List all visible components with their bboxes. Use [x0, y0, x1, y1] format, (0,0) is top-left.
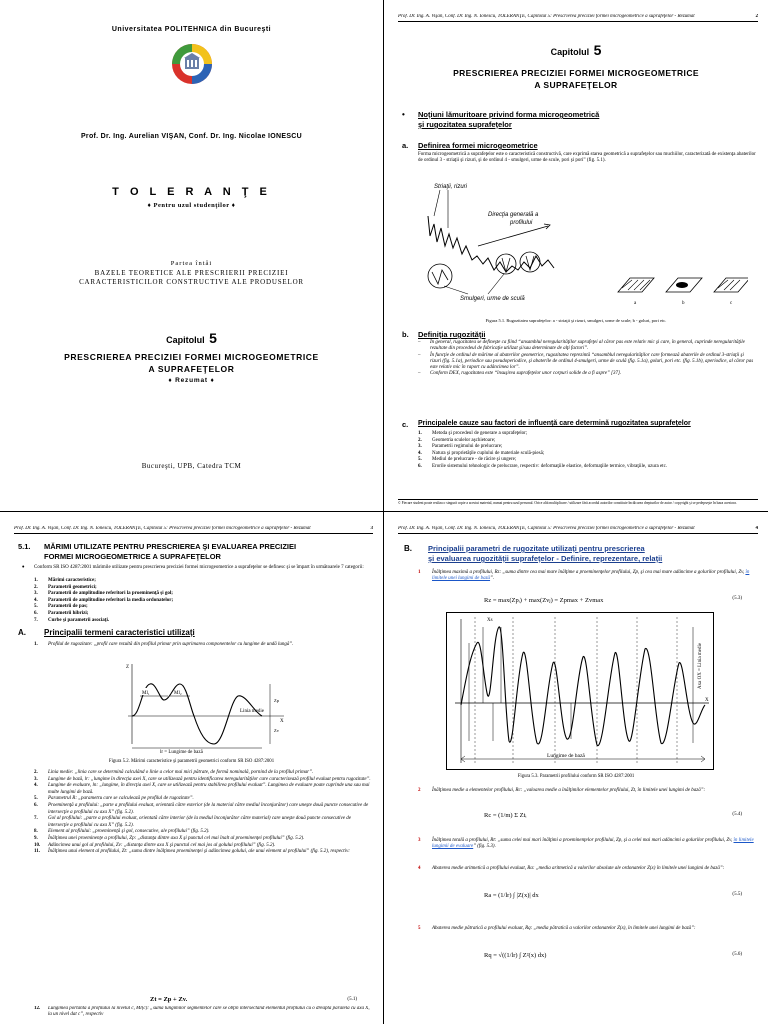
- fig-label-xs: Xs: [487, 618, 493, 623]
- chapter-title-line2: A SUPRAFEŢELOR: [534, 80, 618, 90]
- list-item: 5. Mediul de prelucrare - de răcire şi ungere;: [418, 457, 517, 463]
- list-item: 3. Parametrii regimului de prelucrare;: [418, 444, 503, 450]
- section-number: 5.1.: [18, 542, 31, 551]
- categories-list: [34, 578, 334, 624]
- fig-label-x: X: [280, 719, 284, 724]
- section-a-letter: a.: [402, 141, 409, 150]
- list-item: 8. Element al profilului: „proeminenţă şi gol, consecutive, ale profilului” (fig. 5.2).: [34, 829, 210, 835]
- fig-label-z: Z: [126, 665, 130, 670]
- running-header: [398, 526, 758, 534]
- bullet-dot: •: [22, 564, 25, 571]
- list-item: 6. Proeminenţă a profilului: „parte a profilului evaluat, orientată către exterior (de la material către mediul înconjurător) care uneşte două puncte consecutive de intersecţie a profilului cu axa X” (fig. 5.2).: [34, 802, 369, 815]
- page-number: 2: [755, 14, 758, 19]
- university-name: Universitatea POLITEHNICA din Bucureşti: [111, 26, 272, 33]
- chapter-heading: [384, 42, 768, 60]
- page-number: 4: [755, 526, 758, 531]
- list-item: 4. Parametrii de amplitudine referitori la media ordonatelor;: [34, 597, 174, 603]
- summary-label: ♦ Rezumat ♦: [168, 377, 215, 384]
- copyright-footnote: © Fiecare student poate realiza o singură copie a acestui material, numai pentru uzul personal. Orice altă multiplicare / utilizare fără acordul autorilor constituie încălcarea drepturilor de autor / copyright şi se pedepseşte în baza acestora.: [398, 499, 758, 505]
- page-2: [384, 0, 768, 512]
- list-item-text: Conform DEX, rugozitatea este “însuşirea suprafeţelor unor corpuri solide de a fi aspre” [37].: [430, 371, 622, 377]
- conform-text: Conform SR ISO 4287:2001 mărimile utilizate pentru prescrierea preciziei formei microgeometrice a suprafeţelor se definesc şi se împart în următoarele 7 categorii:: [34, 565, 364, 570]
- equation-5-3: [384, 596, 768, 606]
- university-logo: [170, 42, 214, 86]
- param-item-1: 1 Înălţimea maximă a profilului, Rz: „suma dintre cea mai mare înălţime a proeminenţelor profilului, Zp, şi cea mai mare adâncime a golurilor profilului, Zv, în limitele unei lungimi de bază”.: [418, 570, 750, 582]
- list-item: – Conform DEX, rugozitatea este “însuşirea suprafeţelor unor corpuri solide de a fi aspre” [37].: [418, 371, 622, 377]
- list-item: 2. Geometria sculelor aşchietoare;: [418, 437, 496, 443]
- equation-number: (5.6): [732, 952, 742, 957]
- section-c-letter: c.: [402, 420, 409, 429]
- list-item: 6. Parametrii hibrizi;: [34, 610, 89, 616]
- list-item: 9. Înălţimea unei proeminenţe a profilului, Zp: „distanţa dintre axa X şi punctul cel mai înalt al proeminenţei profilului” (fig. 5.2).: [34, 835, 305, 841]
- list-item-text: În general, rugozitatea se defineşte ca fiind “ansamblul neregularităţilor suprafeţei al căror pas este relativ mic şi care, în general, cuprinde neregularităţile rezultate din procedeul de fabricaţie utilizat şi/sau determinate de alţi factori”.: [430, 340, 745, 352]
- intro-bullet-line1: Noţiuni lămuritoare privind forma microgeometrică: [418, 110, 600, 119]
- section-b-title: Definiţia rugozităţii: [418, 330, 486, 339]
- section-title-line2: FORMEI MICROGEOMETRICE A SUPRAFEŢELOR: [44, 552, 221, 561]
- header-text: Prof. Dr. Ing. A. Vişan, Conf. Dr. Ing. N. Ionescu, TOLERANŢE, Capitolul 5: Prescrierea preciziei formei microgeometrice a suprafeţelor - Rezumat: [398, 526, 695, 531]
- param-item-5: 5 Abaterea medie pătratică a profilului evaluat, Rq: „media pătratică a valorilor ordonatelor Z(x), în limitele unei lungimi de bază”:: [418, 926, 696, 931]
- fig-label-smulgeri: Smulgeri, urme de sculă: [460, 296, 525, 302]
- figure-5-2-caption: Figura 5.2. Mărimi caracteristice şi parametrii geometrici conform SR ISO 4287:2001: [108, 759, 275, 764]
- figure-5-2: [120, 660, 290, 754]
- section-b-list: [418, 340, 756, 378]
- chapter-title-line2: A SUPRAFEŢELOR: [148, 364, 235, 374]
- section-b-letter: B.: [404, 544, 412, 553]
- list-item: 7. Curbe şi parametrii asociaţi.: [34, 617, 110, 623]
- fig-label-b: b: [682, 301, 685, 306]
- equation-text: Rz = max(Zpᵢ) + max(Zvⱼ) = Zpmax + Zvmax: [484, 597, 604, 604]
- equation-text: Zt = Zp + Zv.: [150, 996, 188, 1003]
- list-item: 1. Metoda şi procedeul de generare a suprafeţelor;: [418, 431, 528, 436]
- equation-number: (5.3): [732, 596, 742, 601]
- list-item: 6. Erorile sistemului tehnologic de prelucrare, respectiv: deformaţiile elastice, deformaţiile termice, vibraţiile, uzura etc.: [418, 463, 668, 469]
- list-item: 10. Adâncimea unui gol al profilului, Zv: „distanţa dintre axa X şi punctul cel mai jos al golului profilului” (fig. 5.2).: [34, 842, 276, 848]
- fig-label-axa: Axa OX = Linia medie: [698, 642, 703, 689]
- section-title-line1: MĂRIMI UTILIZATE PENTRU PRESCRIEREA ŞI EVALUAREA PRECIZIEI: [44, 542, 297, 551]
- fig-label-directia: Direcţia generală a: [488, 212, 539, 218]
- section-a-text: Forma microgeometrică a suprafeţelor este o caracteristică constructivă, care exprimă starea geometrică a suprafeţelor sau muchiilor, caracterizată de existenţa abaterilor de ordinul 3 - striaţii şi rizuri, şi de ordinul 4 - smulgeri, urme de scule, pori şi pori” (fig. 5.1).: [418, 152, 756, 164]
- param-item-3: 3 Înălţimea totală a profilului, Rt: „suma celei mai mari înălţimi a proeminenţelor profilului, Zp, şi a celei mai mari adâncimi a golurilor profilului, Zv, în limitele lungimii de evaluare” (fig. 5.3).: [418, 838, 754, 850]
- list-item: 2. Parametrii geometrici;: [34, 584, 97, 590]
- terms-list: [34, 770, 372, 856]
- term-12: 12. Lungimea portantă a profilului la nivelul c, Ml(c): „suma lungimilor segmentelor care se obţin intersectând elementul profilului cu o dreaptă paralelă cu axa X, la un nivel dat c”, respectiv: [34, 1006, 370, 1018]
- chapter-number: 5: [209, 330, 217, 346]
- equation-5-6: [384, 952, 768, 962]
- list-item: 1. Mărimi caracteristice;: [34, 578, 96, 583]
- section-b-title-line1: Principalii parametri de rugozitate utilizaţi pentru prescrierea: [428, 544, 645, 553]
- header-text: Prof. Dr. Ing. A. Vişan, Conf. Dr. Ing. N. Ionescu, TOLERANŢE, Capitolul 5: Prescrierea preciziei formei microgeometrice a suprafeţelor - Rezumat: [398, 14, 695, 19]
- link-lungime-evaluare[interactable]: în limitele lungimii de evaluare: [432, 838, 754, 850]
- list-item: 3. Lungime de bază, lr: „lungime în direcţia axei X, care se utilizează pentru identificarea neregularităţilor care caracterizează profilul evaluat pentru rugozitate”.: [34, 776, 371, 782]
- section-b-title: [428, 544, 662, 564]
- chapter-title-line1: PRESCRIEREA PRECIZIEI FORMEI MICROGEOMETRICE: [453, 68, 699, 78]
- chapter-word: Capitolul: [550, 47, 590, 57]
- section-b-letter: b.: [402, 330, 409, 339]
- header-text: Prof. Dr. Ing. A. Vişan, Conf. Dr. Ing. N. Ionescu, TOLERANŢE, Capitolul 5: Prescrierea preciziei formei microgeometrice a suprafeţelor - Rezumat: [14, 526, 311, 531]
- cover-page: [0, 0, 384, 512]
- page-4: [384, 512, 768, 1024]
- list-item: 5. Parametrii de pas;: [34, 604, 88, 610]
- fig-label-x: X: [705, 698, 709, 703]
- list-item: 4. Natura şi proprietăţile cuplului de materiale sculă-piesă;: [418, 450, 545, 456]
- chapter-number: 5: [593, 42, 602, 58]
- fig-label-c: c: [730, 301, 733, 306]
- figure-5-1-caption: Figura 5.1. Rugozitatea suprafeţelor: a - striaţii şi rizuri, smulgeri, urme de scule; b - goluri, pori etc.: [485, 318, 667, 323]
- equation-text: Ra = (1/lr) ∫ |Z(x)| dx: [484, 892, 539, 899]
- list-item: 7. Gol al profilului: „parte a profilului evaluat, orientată către interior (de la mediul înconjurător către material) care uneşte două puncte consecutive de intersecţie a profilului cu axa X” (fig. 5.2).: [34, 816, 351, 828]
- equation-5-1: [0, 996, 383, 1004]
- list-item: 4. Lungime de evaluare, ln: „lungime, în direcţia axei X, care se utilizează pentru stabilirea profilului evaluat”. Lungimea de evaluare poate cuprinde una sau mai multe lungimi de bază.: [34, 783, 370, 795]
- list-item: – În general, rugozitatea se defineşte ca fiind “ansamblul neregularităţilor suprafeţei al căror pas este relativ mic şi care, în general, cuprinde neregularităţile rezultate din procedeul de fabricaţie utilizat şi/sau determinate de alţi factori”.: [418, 340, 745, 352]
- equation-5-4: [384, 812, 768, 822]
- chapter-title-line1: PRESCRIEREA PRECIZIEI FORMEI MICROGEOMETRICE: [64, 352, 319, 362]
- book-subtitle: ♦ Pentru uzul studenţilor ♦: [147, 202, 236, 209]
- link-lungime-baza[interactable]: în limitele unei lungimi de bază: [432, 570, 750, 582]
- figure-5-3-caption: Figura 5.3. Parametrii profilului conform SR ISO 4287:2001: [517, 774, 635, 779]
- running-header: [14, 526, 373, 534]
- param-item-2: 2 Înălţimea medie a elementelor profilului, Rc: „valoarea medie a înălţimilor elementelor profilului, Zt, în limitele unei lungimi de bază”:: [418, 788, 706, 793]
- section-b-title-line2: şi evaluarea rugozităţii suprafeţelor - Definire, reprezentare, relaţii: [428, 554, 663, 563]
- term-1: 1. Profilul de rugozitate: „profil care rezultă din profilul primar prin suprimarea componentelor cu lungime de undă lungă”.: [34, 642, 294, 647]
- list-item: 5. Parametrul R: „parametru care se calculează pe profilul de rugozitate”.: [34, 796, 194, 802]
- section-c-title: Principalele cauze sau factori de influenţă care determină rugozitatea suprafeţelor: [418, 420, 691, 427]
- section-a-letter: A.: [18, 628, 26, 637]
- fig-label-zp: Zp: [274, 698, 279, 703]
- running-header: [398, 14, 758, 22]
- fig-label-zv: Zv: [274, 728, 279, 733]
- list-item: 3. Parametrii de amplitudine referitori la proeminenţă şi gol;: [34, 591, 173, 597]
- figure-5-3: [446, 612, 714, 770]
- list-item: 11. Înălţimea unui element al profilului, Zt: „suma dintre înălţimea proeminenţei şi adâncimea golului, ale unui element al profilului” (fig. 5.2), respectiv:: [34, 849, 350, 855]
- equation-number: (5.1): [347, 997, 357, 1002]
- section-a-title: Principalii termeni caracteristici utilizaţi: [44, 628, 195, 637]
- part-title-line2: CARACTERISTICILOR CONSTRUCTIVE ALE PRODUSELOR: [79, 278, 304, 286]
- page-number: 3: [370, 526, 373, 531]
- chapter-word: Capitolul: [166, 335, 205, 345]
- fig-label-linia-medie: Linia medie: [240, 709, 265, 714]
- section-c-list: [418, 431, 756, 471]
- list-item-text: În funcţie de ordinul de mărime al abaterilor geometrice, rugozitatea reprezintă “ansamblul neregularităţilor care formează abaterile de ordinul 3-striaţii şi rizuri (fig. 5.1a), periodice sau pseudoperiodice, şi abaterile de ordinul 4-smulgeri, urme de sculă (fig. 5.1a), goluri, pori etc. (fig. 5.1b), aperiodice, al căror pas este relativ mic în raport cu adâncimea lor”.: [430, 352, 754, 371]
- fig-label-striatii: Striaţii, rizuri: [434, 184, 468, 190]
- equation-text: Rq = √((1/lr) ∫ Z²(x) dx): [484, 952, 547, 959]
- authors: Prof. Dr. Ing. Aurelian VIŞAN, Conf. Dr. Ing. Nicolae IONESCU: [80, 133, 303, 140]
- equation-5-5: [384, 892, 768, 902]
- fig-label-profilului: profilului: [510, 220, 533, 226]
- param-item-4: 4 Abaterea medie aritmetică a profilului evaluat, Ra: „media aritmetică a valorilor absolute ale ordonatelor Z(x) în limitele unei lungimi de bază”:: [418, 866, 725, 871]
- fig-label-a: a: [634, 301, 637, 306]
- equation-text: Rc = (1/m) Σ Ztᵢ: [484, 812, 527, 819]
- equation-number: (5.4): [732, 812, 742, 817]
- chapter-heading: [0, 330, 383, 348]
- section-a-title: Definirea formei microgeometrice: [418, 141, 538, 150]
- intro-bullet: [418, 110, 599, 130]
- fig-label-ml1: Ml₁: [142, 691, 150, 696]
- fig-label-lungime-baza: Lungime de bază: [547, 753, 585, 759]
- book-title: T O L E R A N Ţ E: [112, 186, 271, 198]
- fig-label-lr: lr = Lungime de bază: [160, 750, 203, 754]
- part-label: Partea întâi: [170, 260, 213, 267]
- list-item: 2. Linia medie: „linia care se determină calculând o linie a celor mai mici pătrate, de formă nominală, pornind de la profilul primar”.: [34, 770, 314, 775]
- part-title-line1: BAZELE TEORETICE ALE PRESCRIERII PRECIZIEI: [94, 269, 289, 277]
- section-title: [44, 542, 296, 562]
- fig-label-ml2: Ml₂: [174, 691, 182, 696]
- page-3: [0, 512, 384, 1024]
- cover-footer: Bucureşti, UPB, Catedra TCM: [141, 462, 242, 470]
- bullet-dot: •: [402, 110, 405, 119]
- list-item: – În funcţie de ordinul de mărime al abaterilor geometrice, rugozitatea reprezintă “ansamblul neregularităţilor care formează abaterile de ordinul 3-striaţii şi rizuri (fig. 5.1a), periodice sau pseudoperiodice, şi abaterile de ordinul 4-smulgeri, urme de sculă (fig. 5.1a), goluri, pori etc. (fig. 5.1b), aperiodice, al căror pas este relativ mic în raport cu adâncimea lor”.: [418, 352, 754, 371]
- figure-5-1: [418, 176, 748, 314]
- intro-bullet-line2: şi rugozitatea suprafeţelor: [418, 120, 512, 129]
- equation-number: (5.5): [732, 892, 742, 897]
